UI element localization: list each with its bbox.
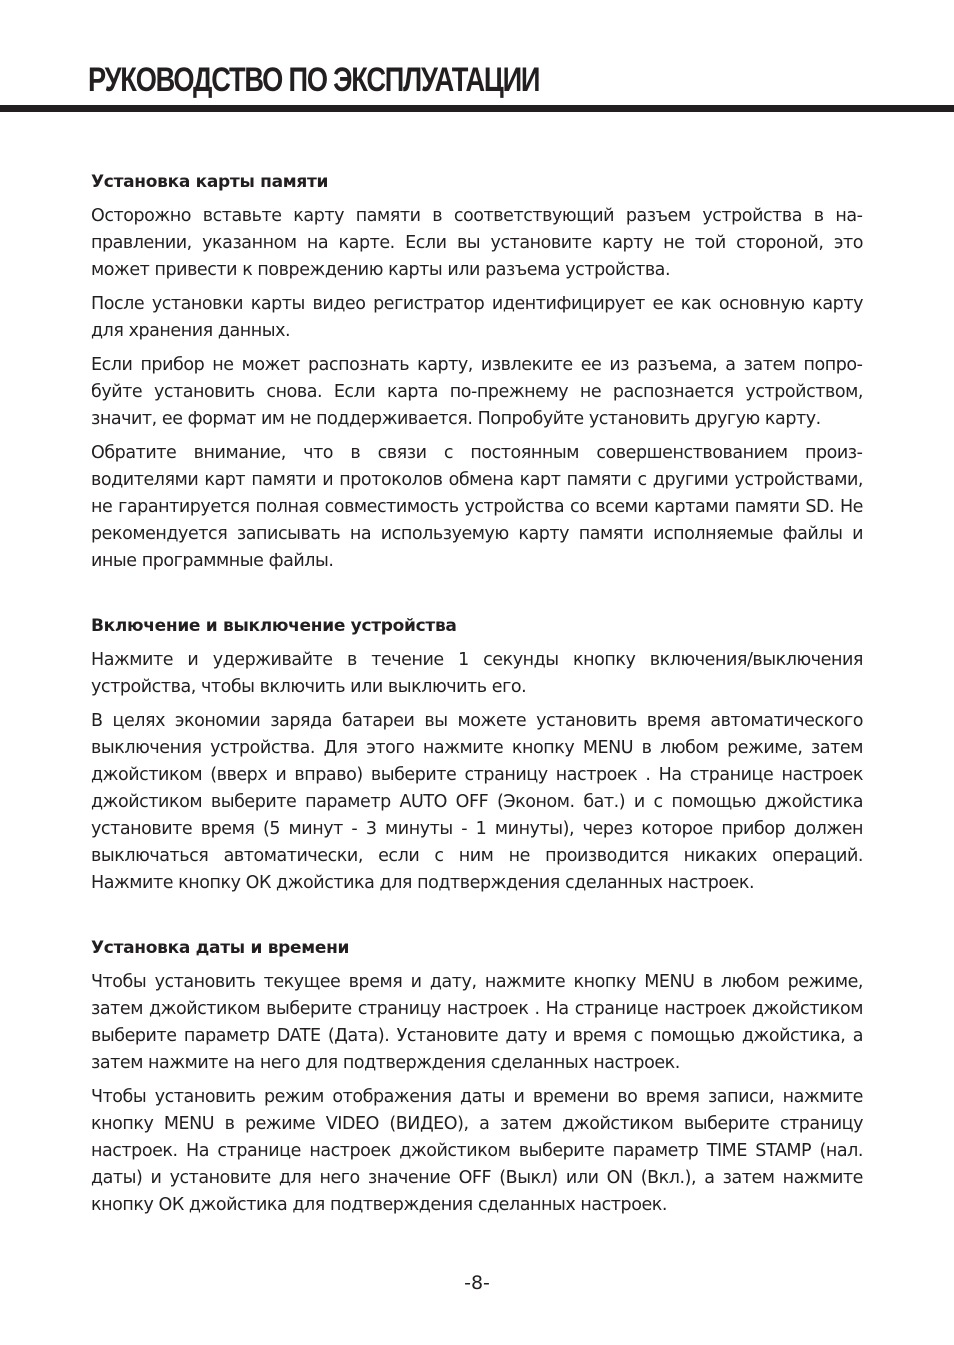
section-date-time [91,932,863,1219]
page-number: -8- [464,1272,490,1294]
section-title: Установка карты памяти [91,172,329,192]
page-header [0,0,954,120]
paragraph: В целях экономии заряда батареи вы можете установить время автоматического выключения устройства. Для этого нажмите кнопку MENU в любом режиме, затем джойстиком (вверх и вправо) выберите страницу настроек . На странице настроек джойстиком выберите параметр AUTO OFF (Эконом. бат.) и с помощью джойстика установите время (5 минут - 3 минуты - 1 минуты), через которое прибор должен выключаться автоматически, если с ним не производится никаких операций. Нажмите кнопку ОК джойстика для подтверждения сделанных настроек. [91,711,863,893]
paragraph: Чтобы установить режим отображения даты и времени во время записи, нажмите кнопку MENU в режиме VIDEO (ВИДЕО), а затем джойстиком выберите страницу настроек. На странице настроек джойстиком выберите параметр TIME STAMP (нал. даты) и установите для него значение OFF (Выкл) или ON (Вкл.), а затем нажмите кнопку ОК джойстика для подтверждения сделанных настроек. [91,1087,863,1215]
document-body [91,166,863,1226]
paragraph: После установки карты видео регистратор идентифицирует ее как основную карту для хранения данных. [91,294,863,341]
paragraph: Если прибор не может распознать карту, извлеките ее из разъема, а затем попробуйте установить снова. Если карта по-прежнему не распознается устройством, значит, ее формат им не поддерживается. Попробуйте установить другую карту. [91,355,863,429]
paragraph: Чтобы установить текущее время и дату, нажмите кнопку MENU в любом режиме, затем джойстиком выберите страницу настроек . На странице настроек джойстиком выберите параметр DATE (Дата). Установите дату и время с помощью джойстика, а затем нажмите на него для подтверждения сделанных настроек. [91,972,863,1073]
section-power [91,610,863,897]
section-title: Установка даты и времени [91,938,350,958]
paragraph: Обратите внимание, что в связи с постоянным совершенствованием производителями карт памяти и протоколов обмена карт памяти с другими устройствами, не гарантируется полная совместимость устройства со всеми картами памяти SD. Не рекомендуется записывать на используемую карту памяти исполняемые файлы и иные программные файлы. [91,443,863,571]
section-title: Включение и выключение устройства [91,616,457,636]
section-memory-card [91,166,863,575]
paragraph: Осторожно вставьте карту памяти в соответствующий разъем устройства в направлении, указанном на карте. Если вы установите карту не той стороной, это может привести к повреждению карты или разъема устройства. [91,206,863,280]
paragraph: Нажмите и удерживайте в течение 1 секунды кнопку включения/выключения устройства, чтобы включить или выключить его. [91,650,863,697]
document-title: РУКОВОДСТВО ПО ЭКСПЛУАТАЦИИ [88,61,540,99]
header-rule [0,105,954,112]
